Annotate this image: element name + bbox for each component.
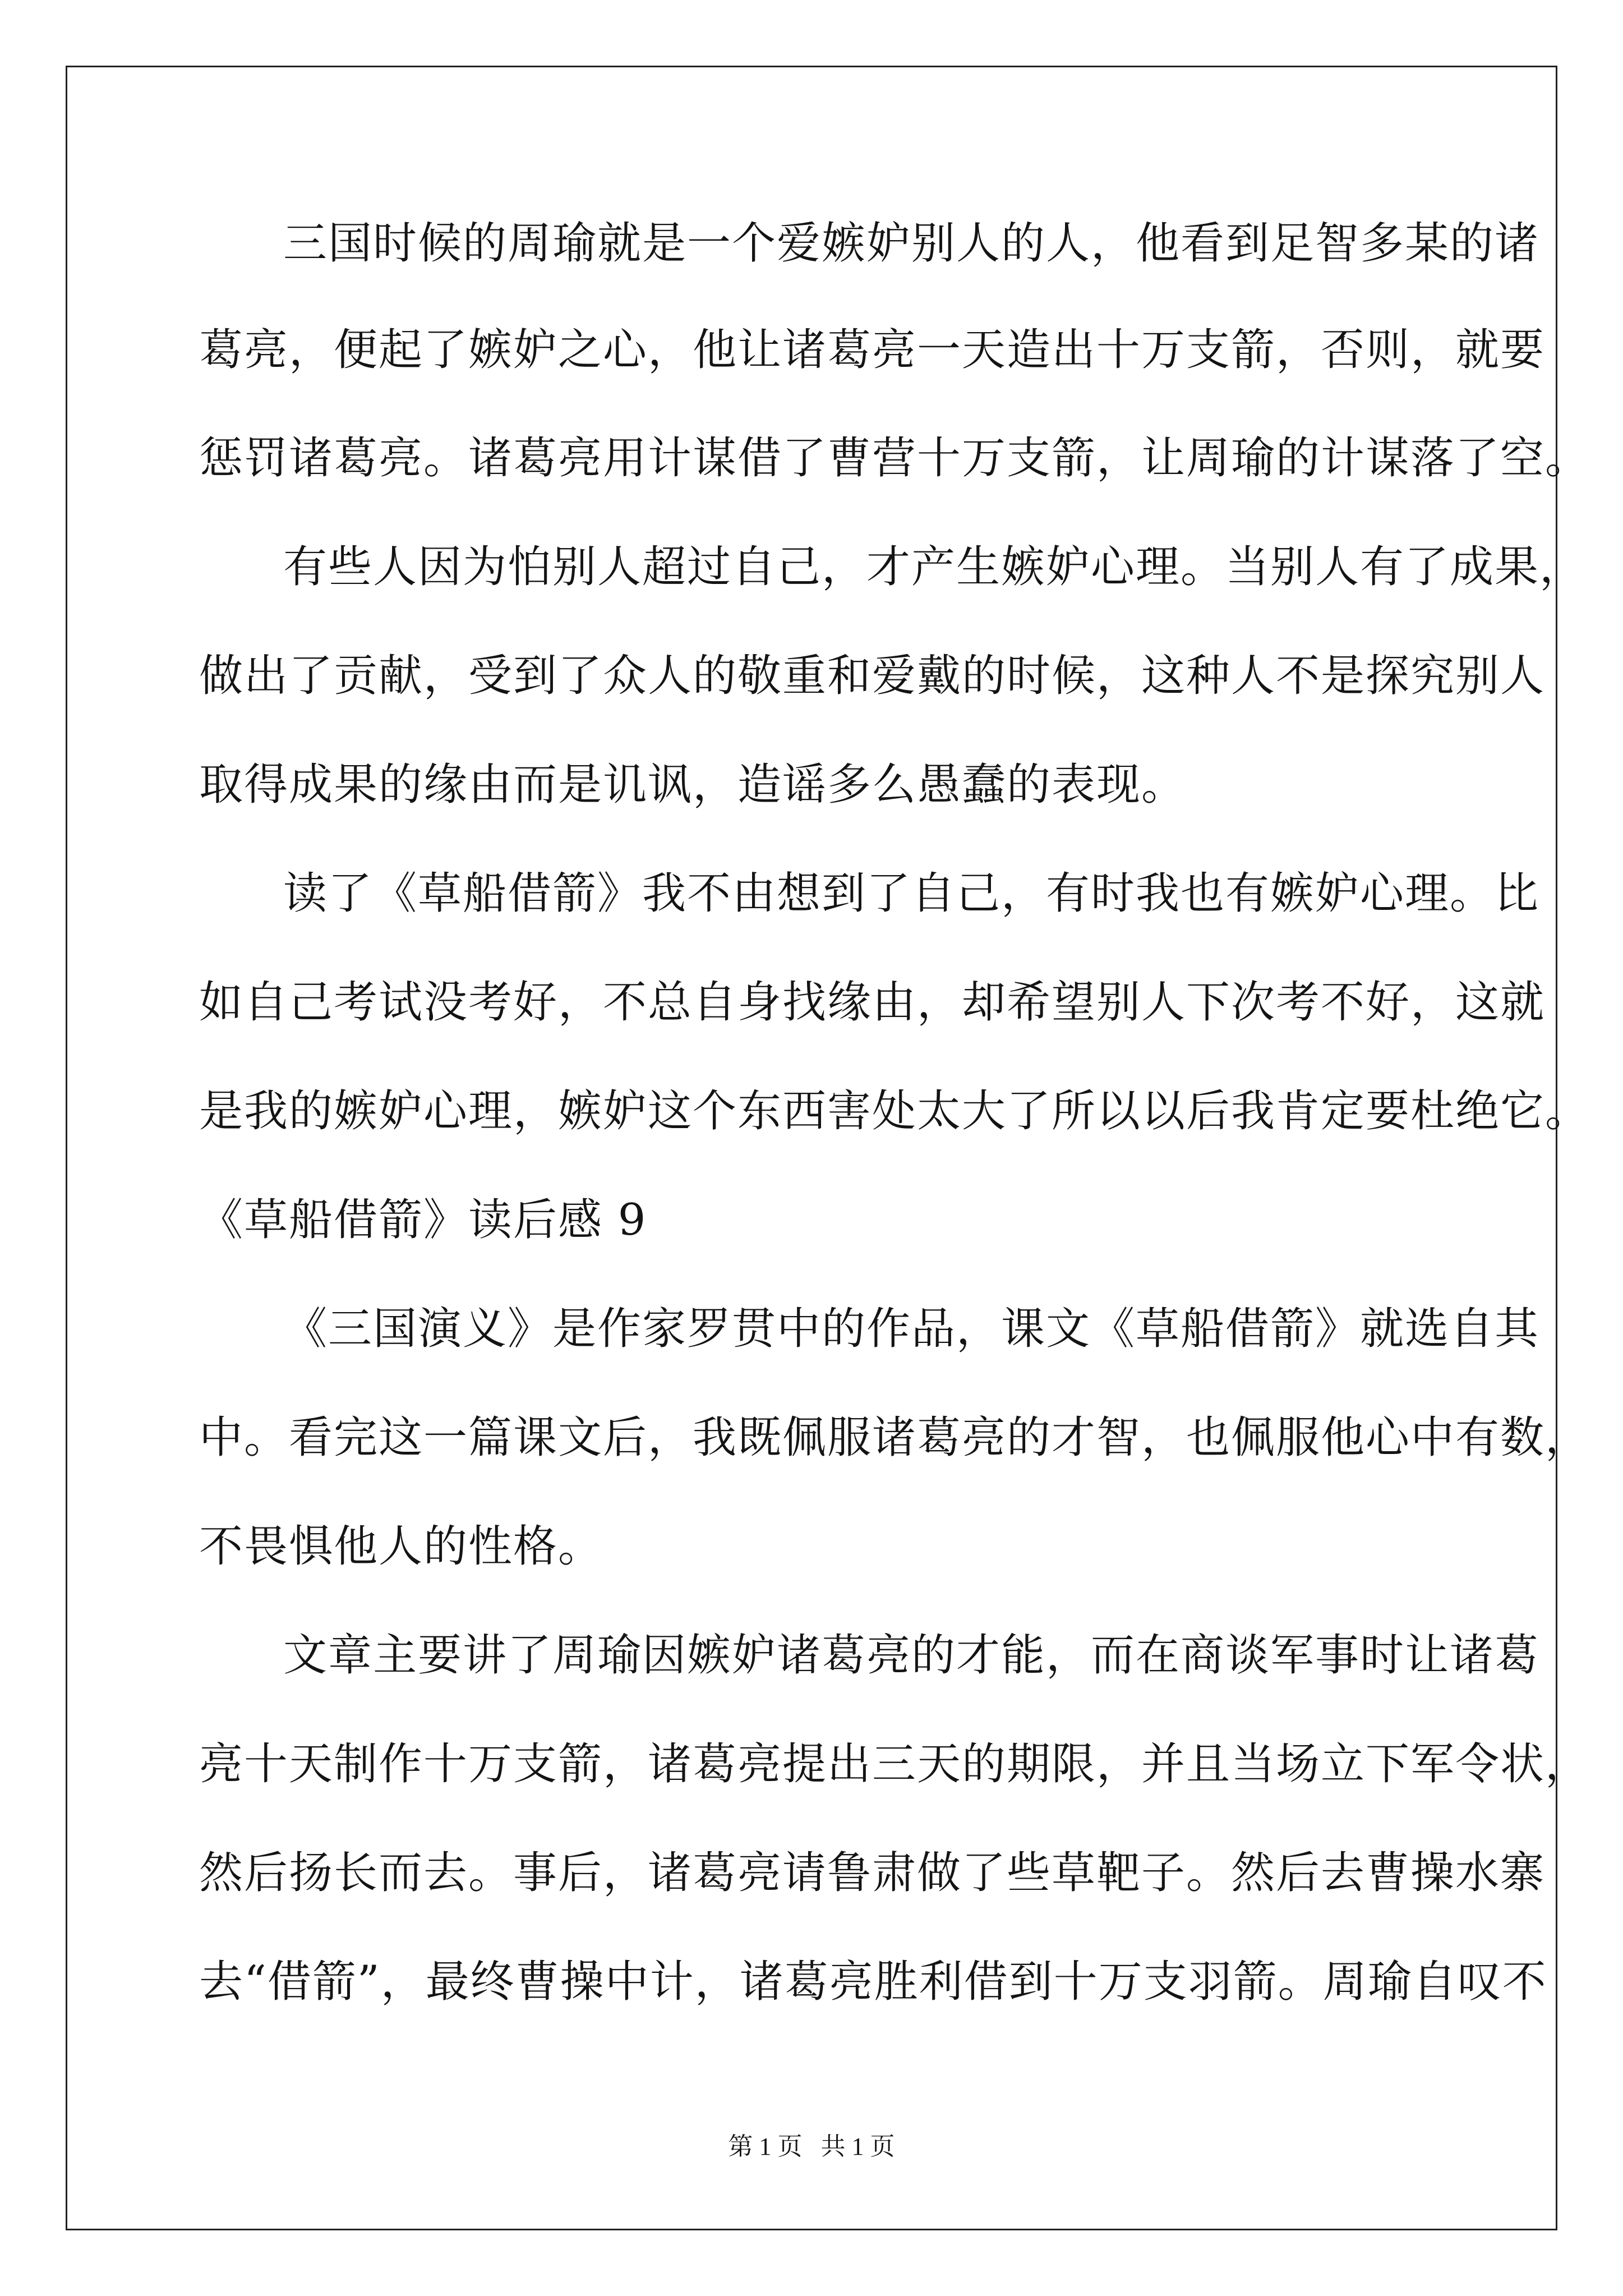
text-line: 然后扬长而去。事后，诸葛亮请鲁肃做了些草靶子。然后去曹操水寨: [199, 1848, 1546, 1898]
text-line: 读了《草船借箭》我不由想到了自己，有时我也有嫉妒心理。比: [283, 868, 1540, 919]
text-line: 如自己考试没考好，不总自身找缘由，却希望别人下次考不好，这就: [199, 977, 1546, 1028]
page-number-footer: 第 1 页 共 1 页: [728, 2133, 895, 2160]
text-line: 文章主要讲了周瑜因嫉妒诸葛亮的才能，而在商谈军事时让诸葛: [283, 1630, 1540, 1681]
text-line: 三国时候的周瑜就是一个爱嫉妒别人的人，他看到足智多某的诸: [283, 218, 1540, 269]
text-line: 中。看完这一篇课文后，我既佩服诸葛亮的才智，也佩服他心中有数，: [199, 1412, 1590, 1463]
text-line: 有些人因为怕别人超过自己，才产生嫉妒心理。当别人有了成果，: [283, 542, 1585, 592]
text-line: 是我的嫉妒心理，嫉妒这个东西害处太大了所以以后我肯定要杜绝它。: [199, 1086, 1590, 1137]
text-line: 不畏惧他人的性格。: [199, 1521, 603, 1572]
text-line: 做出了贡献，受到了众人的敬重和爱戴的时候，这种人不是探究别人: [199, 651, 1546, 701]
text-line: 《三国演义》是作家罗贯中的作品，课文《草船借箭》就选自其: [283, 1304, 1540, 1354]
text-line: 去“借箭”，最终曹操中计，诸葛亮胜利借到十万支羽箭。周瑜自叹不: [199, 1957, 1547, 2007]
text-line: 葛亮，便起了嫉妒之心，他让诸葛亮一天造出十万支箭，否则，就要: [199, 325, 1546, 375]
text-line: 亮十天制作十万支箭，诸葛亮提出三天的期限，并且当场立下军令状，: [199, 1739, 1590, 1789]
section-heading: 《草船借箭》读后感 9: [199, 1195, 647, 1245]
text-line: 取得成果的缘由而是讥讽，造谣多么愚蠢的表现。: [199, 760, 1187, 810]
page-border: [66, 66, 1557, 2230]
text-line: 惩罚诸葛亮。诸葛亮用计谋借了曹营十万支箭，让周瑜的计谋落了空。: [199, 433, 1590, 484]
